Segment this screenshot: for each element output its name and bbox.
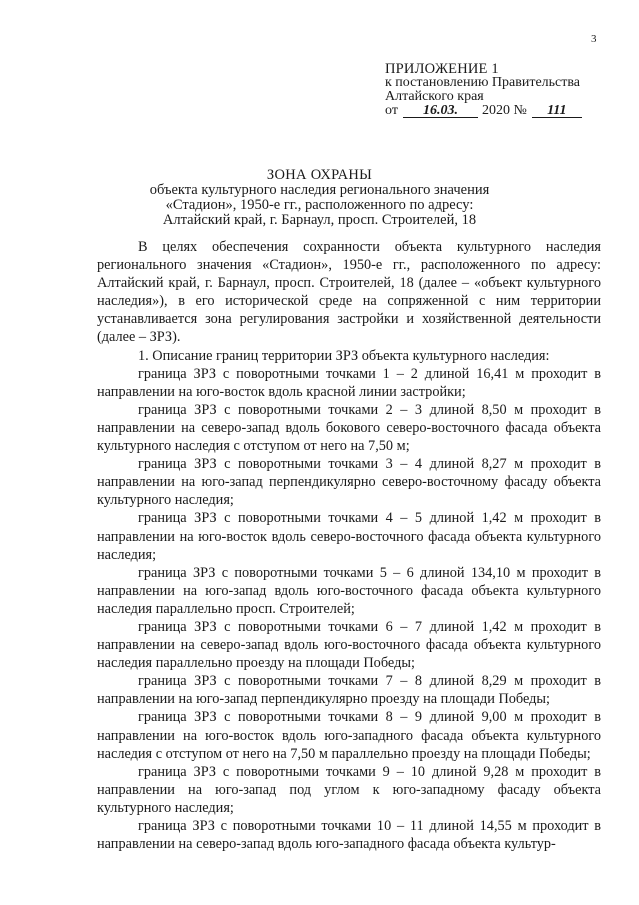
heading-line-3: Алтайский край, г. Барнаул, просп. Строителей, 18 <box>162 212 477 228</box>
page-number: 3 <box>591 33 597 45</box>
appendix-date-line <box>385 104 582 118</box>
appendix-line-region: Алтайского края <box>385 89 484 104</box>
appendix-title: ПРИЛОЖЕНИЕ 1 <box>385 61 499 77</box>
paragraph-boundary-1-2: граница ЗРЗ с поворотными точками 1 – 2 длиной 16,41 м проходит в направлении на юго-восток вдоль красной линии застройки; <box>97 365 601 400</box>
paragraph-boundary-3-4: граница ЗРЗ с поворотными точками 3 – 4 длиной 8,27 м проходит в направлении на юго-запад перпендикулярно северо-восточному фасаду объекта культурного наследия; <box>97 456 601 509</box>
heading-line-2: «Стадион», 1950-е гг., расположенного по адресу: <box>165 197 474 213</box>
paragraph-boundary-10-11: граница ЗРЗ с поворотными точками 10 – 11 длиной 14,55 м проходит в направлении на северо-запад вдоль юго-западного фасада объекта культур- <box>97 818 601 853</box>
paragraph-boundary-4-5: граница ЗРЗ с поворотными точками 4 – 5 длиной 1,42 м проходит в направлении на юго-восток вдоль северо-восточного фасада объекта культурного наследия; <box>97 510 601 563</box>
resolution-year: 2020 № <box>481 103 527 118</box>
appendix-line-resolution: к постановлению Правительства <box>385 75 581 90</box>
paragraph-boundary-8-9: граница ЗРЗ с поворотными точками 8 – 9 длиной 9,00 м проходит в направлении на юго-восток вдоль юго-западного фасада объекта культурного наследия с отступом от него на 7,50 м параллельно проезду на площади Победы; <box>97 709 601 762</box>
paragraph-boundary-6-7: граница ЗРЗ с поворотными точками 6 – 7 длиной 1,42 м проходит в направлении на северо-запад вдоль юго-восточного фасада объекта культурного наследия параллельно проезду на площади Победы; <box>97 618 601 672</box>
heading-line-1: объекта культурного наследия регионального значения <box>149 182 490 198</box>
appendix-block <box>385 62 582 118</box>
paragraph-boundary-9-10: граница ЗРЗ с поворотными точками 9 – 10 длиной 9,28 м проходит в направлении на юго-запад под углом к юго-западному фасаду объекта культурного наследия; <box>97 763 601 816</box>
resolution-date: 16.03. <box>403 104 478 118</box>
paragraph-section-1: 1. Описание границ территории ЗРЗ объекта культурного наследия: <box>138 347 550 364</box>
from-label: от <box>385 103 398 118</box>
heading-title: ЗОНА ОХРАНЫ <box>266 167 373 183</box>
paragraph-boundary-7-8: граница ЗРЗ с поворотными точками 7 – 8 длиной 8,29 м проходит в направлении на юго-запад перпендикулярно проезду на площади Победы; <box>97 673 601 708</box>
document-body <box>97 238 601 853</box>
document-heading <box>0 168 639 228</box>
resolution-number: 111 <box>532 104 582 118</box>
paragraph-boundary-2-3: граница ЗРЗ с поворотными точками 2 – 3 длиной 8,50 м проходит в направлении на северо-запад вдоль бокового северо-восточного фасада объекта культурного наследия с отступом от него на 7,50 м; <box>97 401 601 455</box>
paragraph-boundary-5-6: граница ЗРЗ с поворотными точками 5 – 6 длиной 134,10 м проходит в направлении на юго-запад вдоль юго-восточного фасада объекта культурного наследия параллельно просп. Строителей; <box>97 564 601 617</box>
paragraph-intro: В целях обеспечения сохранности объекта культурного наследия регионального значения «Стадион», 1950-е гг., расположенного по адресу: Алтайский край, г. Барнаул, просп. Строителей, 18 (далее – «объект культурного наследия»), в его исторической среде на сопряженной с ним территории устанавливается зона регулирования застройки и хозяйственной деятельности (далее – ЗРЗ). <box>97 239 601 346</box>
